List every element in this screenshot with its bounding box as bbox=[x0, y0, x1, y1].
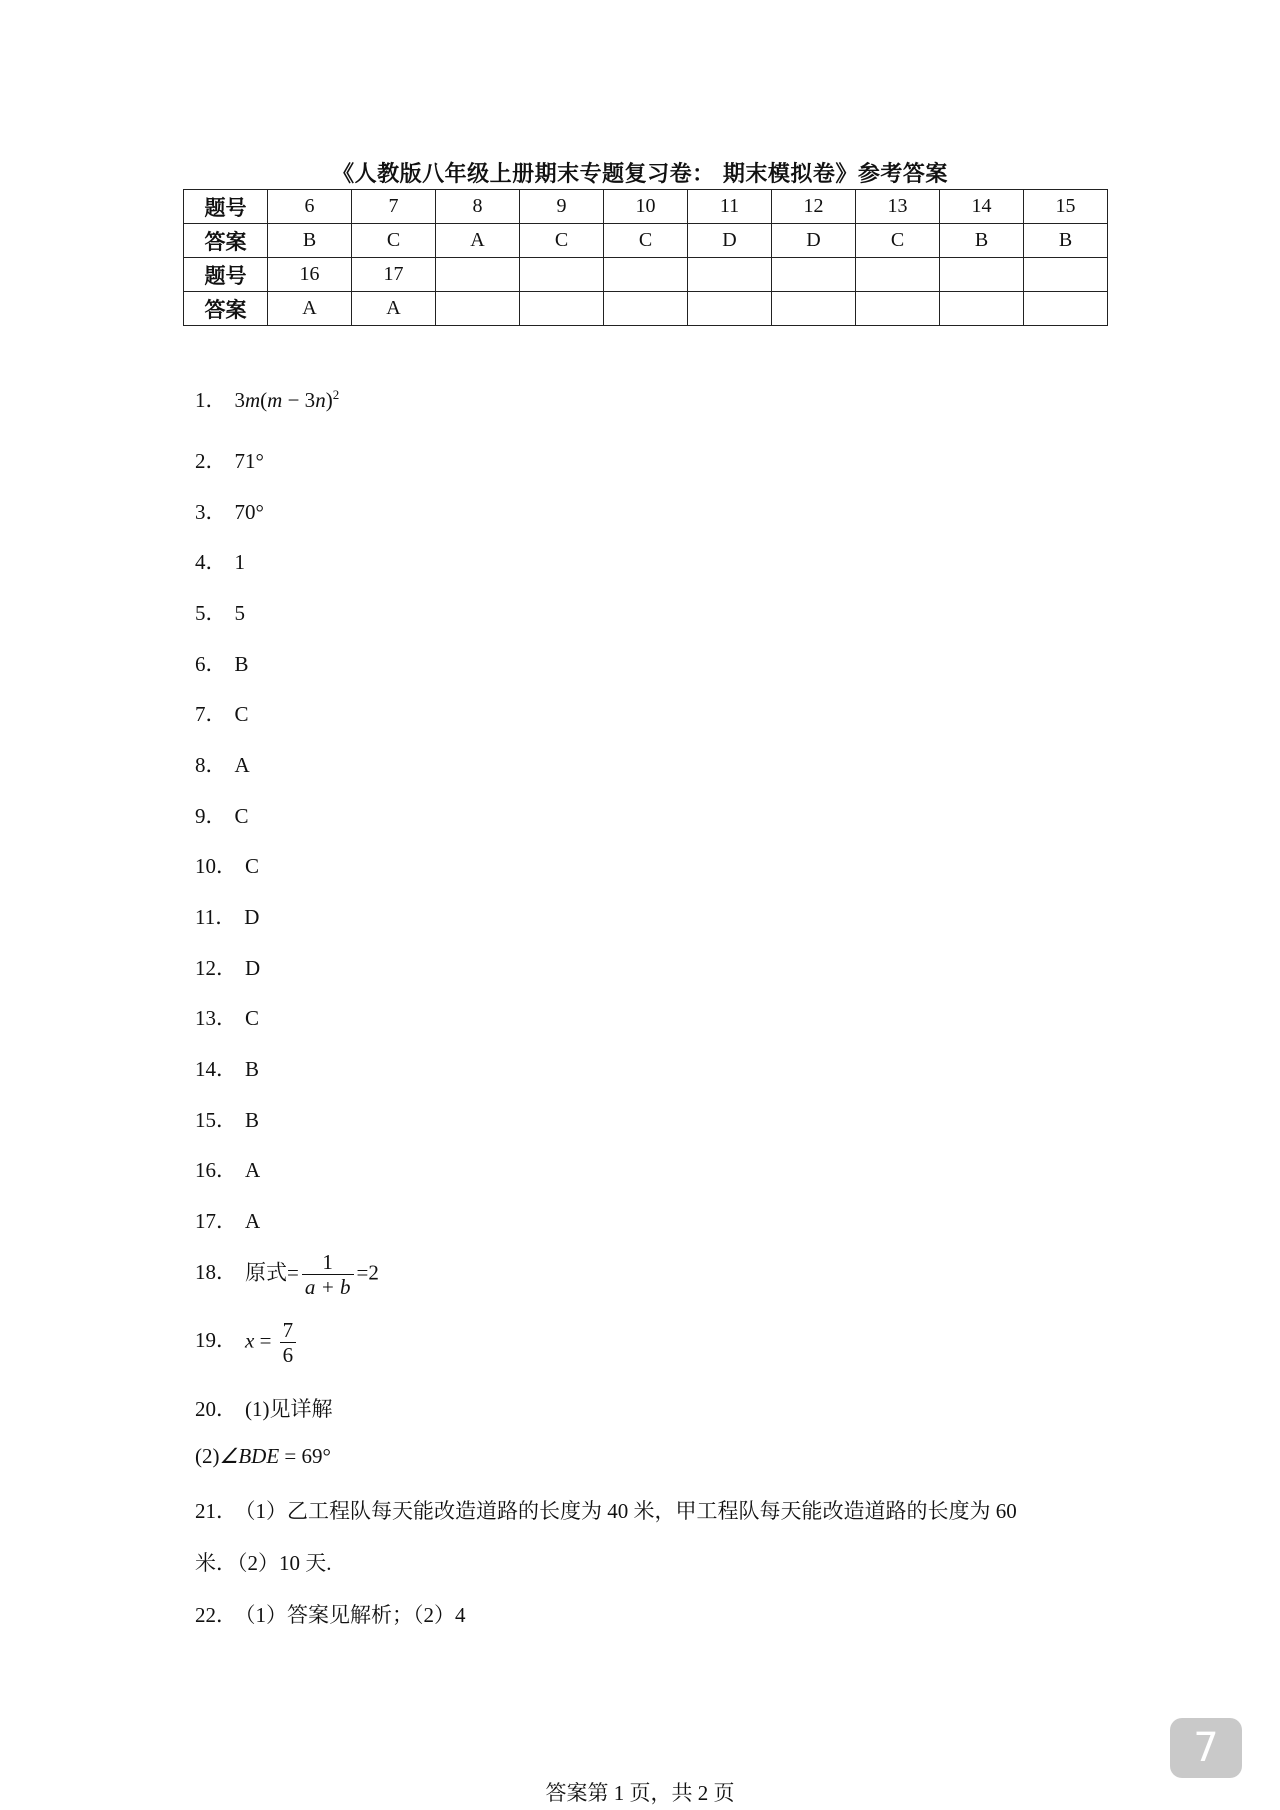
answer-text: C bbox=[245, 854, 260, 878]
answer-number: 20． bbox=[195, 1397, 237, 1421]
table-cell: D bbox=[772, 224, 856, 258]
answer-22 bbox=[195, 1599, 466, 1629]
table-cell: B bbox=[1024, 224, 1108, 258]
table-cell: B bbox=[268, 224, 352, 258]
answer-13 bbox=[195, 1002, 259, 1032]
math-var: m bbox=[267, 388, 283, 412]
answer-7 bbox=[195, 698, 249, 728]
table-cell: 13 bbox=[856, 190, 940, 224]
math-exponent: 2 bbox=[332, 387, 340, 402]
answer-number: 17． bbox=[195, 1209, 237, 1233]
row-label: 题号 bbox=[184, 190, 268, 224]
table-cell bbox=[520, 292, 604, 326]
table-cell bbox=[772, 292, 856, 326]
answer-20 bbox=[195, 1393, 333, 1423]
answer-number: 3． bbox=[195, 500, 227, 524]
row-label: 答案 bbox=[184, 224, 268, 258]
table-row bbox=[184, 292, 1108, 326]
answer-number: 9． bbox=[195, 804, 227, 828]
table-cell bbox=[772, 258, 856, 292]
answer-16 bbox=[195, 1154, 260, 1184]
answer-text: 1 bbox=[234, 550, 245, 574]
math-op: − 3 bbox=[282, 388, 316, 412]
table-cell bbox=[940, 258, 1024, 292]
table-cell: 15 bbox=[1024, 190, 1108, 224]
answer-11 bbox=[195, 901, 259, 931]
page-footer: 答案第 1 页，共 2 页 bbox=[545, 1781, 735, 1805]
answer-text: 5 bbox=[234, 601, 245, 625]
math-paren: ) bbox=[325, 388, 333, 412]
answer-text: (1)见详解 bbox=[245, 1397, 333, 1421]
answer-text: 70° bbox=[234, 500, 264, 524]
answer-text: C bbox=[234, 804, 249, 828]
table-row bbox=[184, 190, 1108, 224]
answer-text: B bbox=[245, 1108, 260, 1132]
table-cell bbox=[1024, 258, 1108, 292]
table-row bbox=[184, 224, 1108, 258]
answer-text: （1）乙工程队每天能改造道路的长度为 40 米，甲工程队每天能改造道路的长度为 60 bbox=[245, 1499, 1017, 1523]
answer-number: 18． bbox=[195, 1260, 237, 1285]
answer-5 bbox=[195, 597, 245, 627]
answer-1 bbox=[195, 384, 339, 414]
answer-text: = 69° bbox=[279, 1444, 331, 1468]
page-title: 《人教版八年级上册期末专题复习卷： 期末模拟卷》参考答案 bbox=[332, 162, 948, 187]
answer-19 bbox=[195, 1318, 299, 1367]
answer-text: A bbox=[245, 1158, 261, 1182]
math-coef: 3 bbox=[234, 388, 245, 412]
table-cell: 9 bbox=[520, 190, 604, 224]
answer-text: 71° bbox=[234, 449, 264, 473]
math-var: m bbox=[245, 388, 261, 412]
answer-number: 16． bbox=[195, 1158, 237, 1182]
answer-10 bbox=[195, 850, 259, 880]
answer-2 bbox=[195, 445, 264, 475]
table-cell: A bbox=[268, 292, 352, 326]
table-cell bbox=[436, 258, 520, 292]
table-cell: 7 bbox=[352, 190, 436, 224]
answer-prefix: 原式= bbox=[245, 1260, 299, 1285]
answer-21 bbox=[195, 1495, 1017, 1525]
answer-text: C bbox=[234, 702, 249, 726]
answer-number: 1． bbox=[195, 388, 227, 412]
table-cell: 12 bbox=[772, 190, 856, 224]
answer-number: 7． bbox=[195, 702, 227, 726]
table-cell: 10 bbox=[604, 190, 688, 224]
table-cell bbox=[856, 292, 940, 326]
answer-20-part2 bbox=[195, 1444, 331, 1469]
answer-number: 6． bbox=[195, 652, 227, 676]
answer-text: D bbox=[244, 905, 260, 929]
answer-number: 22． bbox=[195, 1603, 237, 1627]
table-cell: 8 bbox=[436, 190, 520, 224]
table-cell bbox=[688, 258, 772, 292]
answer-18 bbox=[195, 1250, 379, 1299]
answer-text: （1）答案见解析；（2）4 bbox=[245, 1603, 466, 1627]
fraction-denominator: 6 bbox=[282, 1343, 294, 1368]
answer-text: B bbox=[245, 1057, 260, 1081]
table-cell bbox=[856, 258, 940, 292]
answer-suffix: =2 bbox=[356, 1260, 379, 1285]
answer-text: C bbox=[245, 1006, 260, 1030]
answer-number: 21． bbox=[195, 1499, 237, 1523]
answer-9 bbox=[195, 800, 249, 830]
answer-number: 2． bbox=[195, 449, 227, 473]
answer-8 bbox=[195, 749, 250, 779]
answer-6 bbox=[195, 648, 249, 678]
page-number-badge: 7 bbox=[1170, 1718, 1242, 1778]
table-cell: D bbox=[688, 224, 772, 258]
answer-3 bbox=[195, 496, 264, 526]
answer-text: B bbox=[234, 652, 249, 676]
table-cell: 17 bbox=[352, 258, 436, 292]
table-cell bbox=[1024, 292, 1108, 326]
table-cell: 11 bbox=[688, 190, 772, 224]
answer-number: 13． bbox=[195, 1006, 237, 1030]
table-cell: 16 bbox=[268, 258, 352, 292]
table-cell: C bbox=[604, 224, 688, 258]
math-angle: ∠BDE bbox=[219, 1444, 280, 1468]
table-cell bbox=[436, 292, 520, 326]
answer-table bbox=[183, 189, 1108, 326]
row-label: 答案 bbox=[184, 292, 268, 326]
math-paren: ( bbox=[260, 388, 268, 412]
fraction-denominator: a + b bbox=[304, 1275, 351, 1300]
table-cell: C bbox=[352, 224, 436, 258]
table-cell bbox=[604, 258, 688, 292]
answer-number: 4． bbox=[195, 550, 227, 574]
answer-number: 19． bbox=[195, 1328, 237, 1353]
answer-number: 8． bbox=[195, 753, 227, 777]
answer-text: A bbox=[234, 753, 250, 777]
answer-number: 12． bbox=[195, 956, 237, 980]
answer-text: 米．（2）10 天. bbox=[195, 1551, 332, 1575]
answer-text: D bbox=[245, 956, 261, 980]
table-cell: 6 bbox=[268, 190, 352, 224]
answer-number: 14． bbox=[195, 1057, 237, 1081]
table-cell: C bbox=[856, 224, 940, 258]
answer-number: 10． bbox=[195, 854, 237, 878]
answer-4 bbox=[195, 546, 245, 576]
math-op: = bbox=[254, 1328, 277, 1353]
answer-14 bbox=[195, 1053, 259, 1083]
math-var: n bbox=[315, 388, 326, 412]
table-cell bbox=[688, 292, 772, 326]
table-cell: A bbox=[352, 292, 436, 326]
table-cell: A bbox=[436, 224, 520, 258]
answer-17 bbox=[195, 1205, 260, 1235]
answer-21-line2 bbox=[195, 1547, 332, 1577]
math-var: x bbox=[245, 1328, 255, 1353]
answer-number: 5． bbox=[195, 601, 227, 625]
answer-15 bbox=[195, 1104, 259, 1134]
table-row bbox=[184, 258, 1108, 292]
fraction-numerator: 7 bbox=[280, 1318, 297, 1343]
answer-part-label: (2) bbox=[195, 1444, 220, 1468]
fraction bbox=[302, 1250, 354, 1299]
answer-number: 11． bbox=[195, 905, 237, 929]
table-cell: B bbox=[940, 224, 1024, 258]
table-cell bbox=[604, 292, 688, 326]
table-cell bbox=[520, 258, 604, 292]
table-cell: 14 bbox=[940, 190, 1024, 224]
row-label: 题号 bbox=[184, 258, 268, 292]
fraction bbox=[280, 1318, 297, 1367]
table-cell: C bbox=[520, 224, 604, 258]
answer-text: A bbox=[245, 1209, 261, 1233]
fraction-numerator: 1 bbox=[302, 1250, 354, 1275]
answer-12 bbox=[195, 952, 260, 982]
answer-number: 15． bbox=[195, 1108, 237, 1132]
table-cell bbox=[940, 292, 1024, 326]
